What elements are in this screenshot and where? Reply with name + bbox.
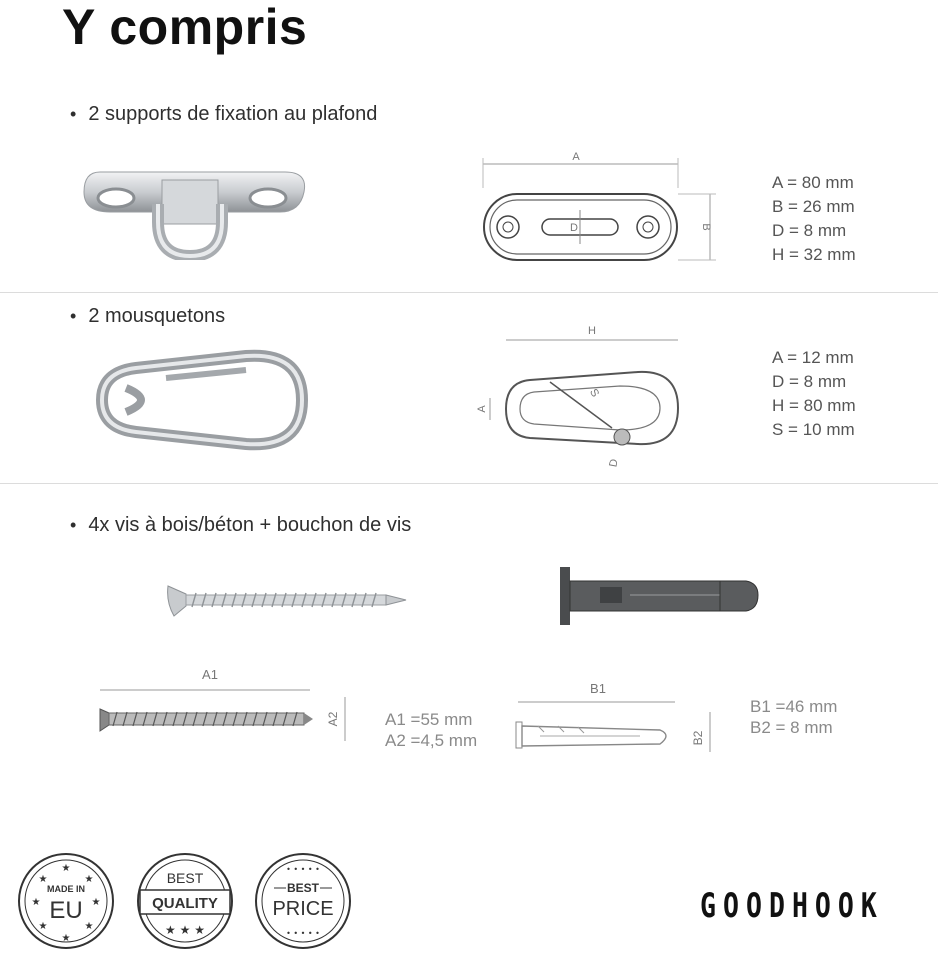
dim-label-s: S bbox=[586, 386, 602, 400]
spec-line: A = 12 mm bbox=[772, 348, 854, 367]
bullet-ceiling-mounts: • 2 supports de fixation au plafond bbox=[70, 103, 377, 126]
dim-label-d: D bbox=[607, 458, 621, 468]
svg-text:★: ★ bbox=[91, 897, 101, 908]
divider bbox=[0, 483, 938, 484]
svg-text:★: ★ bbox=[84, 921, 94, 932]
spec-line: B1 =46 mm bbox=[750, 697, 838, 716]
dim-label-b: B bbox=[700, 223, 712, 231]
wall-plug-photo bbox=[560, 565, 760, 627]
wall-plug-diagram bbox=[510, 680, 720, 755]
spec-line: A = 80 mm bbox=[772, 173, 854, 192]
ceiling-mount-specs bbox=[772, 171, 856, 267]
spec-line: H = 80 mm bbox=[772, 396, 856, 415]
spec-line: B2 = 8 mm bbox=[750, 718, 833, 737]
dim-label-a: A bbox=[476, 405, 488, 413]
svg-text:★: ★ bbox=[31, 897, 41, 908]
svg-text:★: ★ bbox=[38, 874, 48, 885]
svg-text:★: ★ bbox=[84, 874, 94, 885]
screw-diagram bbox=[95, 665, 355, 745]
bullet-carabiners: • 2 mousquetons bbox=[70, 305, 225, 328]
seal-main-text: PRICE bbox=[272, 898, 334, 920]
spec-line: D = 8 mm bbox=[772, 372, 847, 391]
svg-text:• • • • •: • • • • • bbox=[286, 865, 320, 874]
spec-line: A2 =4,5 mm bbox=[385, 731, 478, 750]
screw-specs bbox=[385, 709, 477, 751]
brand-logo: GOODHOOK bbox=[700, 886, 884, 926]
svg-text:• • • • •: • • • • • bbox=[286, 929, 320, 938]
ceiling-mount-diagram bbox=[478, 148, 728, 266]
spec-line: H = 32 mm bbox=[772, 245, 856, 264]
spec-line: D = 8 mm bbox=[772, 221, 847, 240]
seal-top-text: BEST bbox=[286, 881, 320, 895]
dim-label-b2: B2 bbox=[691, 730, 705, 746]
screw-photo bbox=[166, 582, 411, 618]
svg-text:★: ★ bbox=[61, 933, 71, 944]
carabiner-photo bbox=[96, 348, 311, 453]
dim-label-a1: A1 bbox=[202, 667, 218, 682]
divider bbox=[0, 292, 938, 293]
dim-label-h: H bbox=[588, 325, 596, 337]
spec-line: B = 26 mm bbox=[772, 197, 855, 216]
spec-line: A1 =55 mm bbox=[385, 710, 473, 729]
page-title: Y compris bbox=[62, 0, 308, 55]
dim-label-b1: B1 bbox=[590, 681, 606, 696]
carabiner-specs bbox=[772, 346, 856, 442]
seal-top-text: BEST bbox=[166, 870, 204, 886]
made-in-eu-seal bbox=[17, 852, 115, 950]
best-quality-seal bbox=[136, 852, 234, 950]
svg-text:★: ★ bbox=[38, 921, 48, 932]
svg-text:★: ★ bbox=[61, 863, 71, 874]
seal-main-text: EU bbox=[49, 897, 83, 924]
dim-label-d: D bbox=[570, 222, 578, 234]
seal-main-text: QUALITY bbox=[152, 895, 218, 912]
bullet-screws-plugs: • 4x vis à bois/béton + bouchon de vis bbox=[70, 514, 411, 537]
dim-label-a2: A2 bbox=[326, 711, 340, 727]
spec-line: S = 10 mm bbox=[772, 420, 855, 439]
star-icon: ★ ★ ★ bbox=[165, 923, 205, 937]
ceiling-mount-photo bbox=[80, 160, 310, 260]
dim-label-a: A bbox=[572, 151, 580, 163]
seal-top-text: MADE IN bbox=[47, 884, 85, 894]
carabiner-diagram bbox=[470, 320, 695, 480]
best-price-seal bbox=[254, 852, 352, 950]
wall-plug-specs bbox=[750, 696, 837, 738]
